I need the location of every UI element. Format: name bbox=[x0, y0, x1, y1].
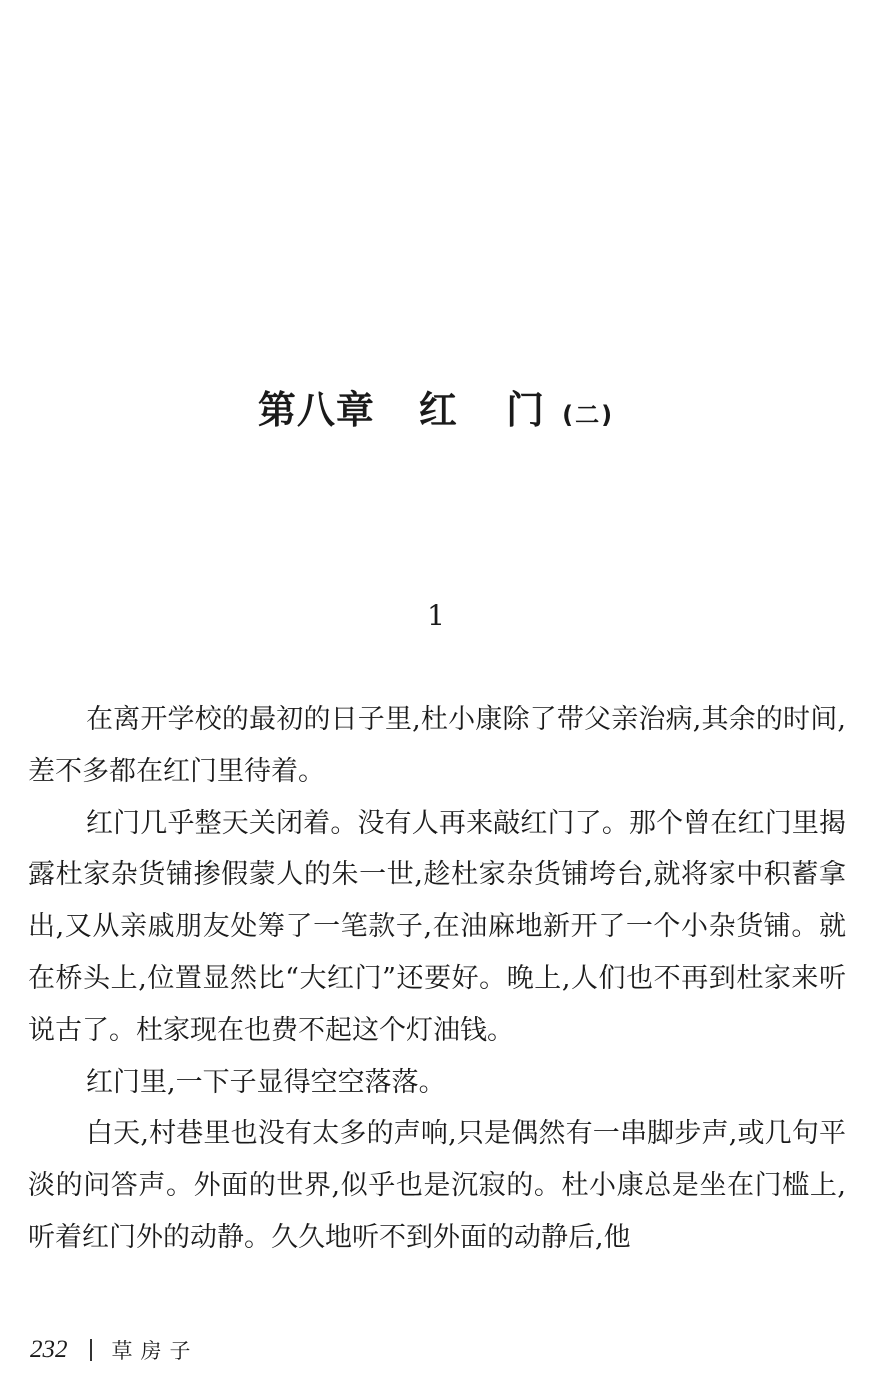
footer-divider bbox=[90, 1339, 92, 1361]
body-text bbox=[28, 694, 846, 1264]
paragraph: 红门里,一下子显得空空落落。 bbox=[86, 1066, 446, 1098]
paragraph: 白天,村巷里也没有太多的声响,只是偶然有一串脚步声,或几句平淡的问答声。外面的世界,似乎也是沉寂的。杜小康总是坐在门槛上,听着红门外的动静。久久地听不到外面的动静后,他 bbox=[28, 1118, 846, 1253]
paragraph: 在离开学校的最初的日子里,杜小康除了带父亲治病,其余的时间,差不多都在红门里待着。 bbox=[28, 704, 846, 787]
chapter-number: 第八章 bbox=[257, 388, 375, 432]
chapter-part: (二) bbox=[562, 401, 615, 429]
chapter-name: 红 门 bbox=[418, 388, 563, 432]
chapter-title bbox=[0, 382, 872, 443]
page-footer bbox=[30, 1330, 199, 1370]
section-number: 1 bbox=[427, 599, 445, 632]
book-title: 草房子 bbox=[111, 1339, 199, 1363]
page-number: 232 bbox=[30, 1336, 68, 1363]
paragraph: 红门几乎整天关闭着。没有人再来敲红门了。那个曾在红门里揭露杜家杂货铺掺假蒙人的朱一世,趁杜家杂货铺垮台,就将家中积蓄拿出,又从亲戚朋友处筹了一笔款子,在油麻地新开了一个小杂货铺。就在桥头上,位置显然比“大红门”还要好。晚上,人们也不再到杜家来听说古了。杜家现在也费不起这个灯油钱。 bbox=[28, 807, 846, 1046]
